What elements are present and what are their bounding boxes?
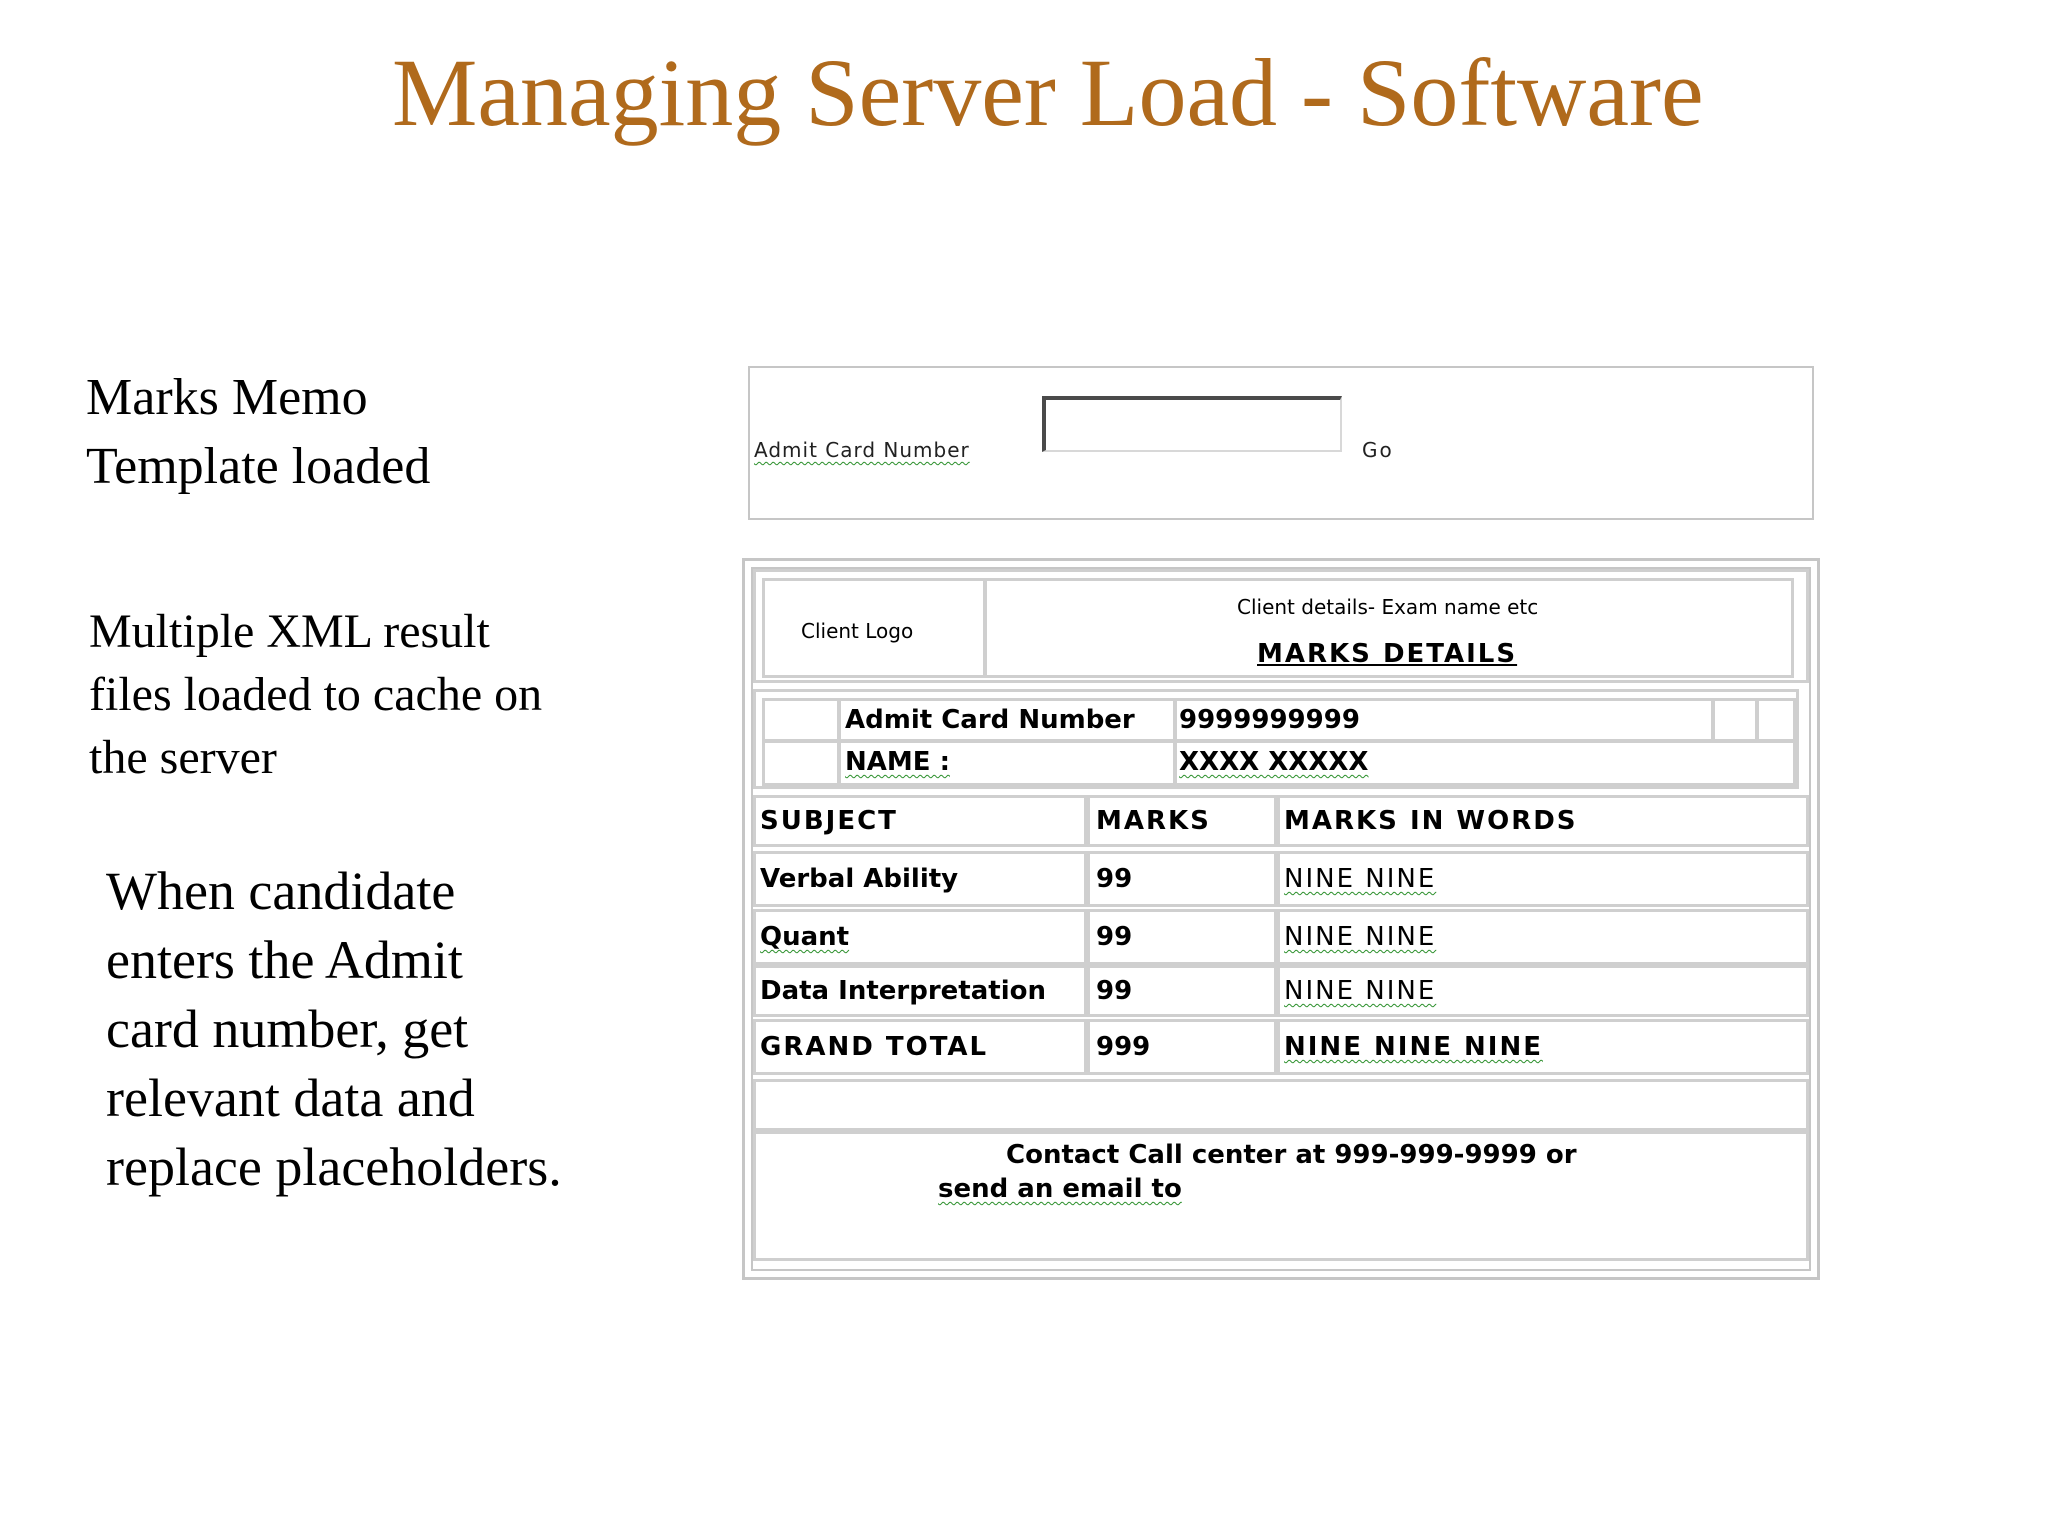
slide-title: Managing Server Load - Software <box>392 39 1704 146</box>
grand-total-marks-cell: 999 <box>1087 1019 1277 1075</box>
marks-memo-frame <box>751 567 1811 1271</box>
grand-total-label-cell: GRAND TOTAL <box>753 1019 1087 1075</box>
bullet-replace-placeholders: When candidate enters the Admit card number, get relevant data and replace placeholders. <box>106 861 562 1197</box>
empty-row <box>753 1079 1809 1131</box>
table-row-marks: 99 <box>1087 965 1277 1017</box>
candidate-info <box>753 689 1799 789</box>
admit-card-number-label: Admit Card Number <box>845 705 1135 735</box>
admit-card-label: Admit Card Number <box>754 438 970 462</box>
table-row-subject: Data Interpretation <box>753 965 1087 1017</box>
client-details-text: Client details- Exam name etc <box>1237 595 1539 619</box>
contact-line-1: Contact Call center at 999-999-9999 or <box>1006 1140 1577 1170</box>
go-button[interactable]: Go <box>1362 438 1394 462</box>
name-label-cell <box>838 740 1176 786</box>
column-header-marks: MARKS <box>1087 795 1277 847</box>
candidate-spacer-cell <box>762 740 840 786</box>
column-header-marks-in-words: MARKS IN WORDS <box>1277 795 1809 847</box>
candidate-spacer-cell <box>1712 698 1758 742</box>
table-row-marks: 99 <box>1087 851 1277 907</box>
client-logo-text: Client Logo <box>801 619 914 643</box>
name-value: XXXX XXXXX <box>1179 747 1369 777</box>
grand-total-words-cell: NINE NINE NINE <box>1277 1019 1809 1075</box>
admit-card-search-form <box>748 366 1814 520</box>
table-row-subject: Quant <box>753 909 1087 965</box>
table-row-marks: 99 <box>1087 909 1277 965</box>
table-row-words: NINE NINE <box>1277 965 1809 1017</box>
admit-card-number-value-cell <box>1174 698 1714 742</box>
contact-line-2: send an email to <box>938 1174 1182 1204</box>
bullet-xml-cache: Multiple XML result files loaded to cache on the server <box>89 605 543 784</box>
admit-card-input[interactable] <box>1042 396 1342 452</box>
bullet-template-loaded: Marks Memo Template loaded <box>86 369 431 495</box>
table-row-words: NINE NINE <box>1277 909 1809 965</box>
client-logo-cell <box>762 578 986 678</box>
client-details-cell <box>984 578 1794 678</box>
contact-footer <box>753 1131 1809 1261</box>
name-label: NAME : <box>845 747 950 777</box>
candidate-spacer-cell <box>1756 698 1796 742</box>
name-value-cell <box>1174 740 1796 786</box>
table-row-subject: Verbal Ability <box>753 851 1087 907</box>
candidate-spacer-cell <box>762 698 840 742</box>
memo-header <box>753 569 1809 683</box>
admit-card-number-value: 9999999999 <box>1179 705 1360 735</box>
marks-memo <box>742 558 1820 1280</box>
admit-card-number-label-cell <box>838 698 1176 742</box>
column-header-subject: SUBJECT <box>753 795 1087 847</box>
marks-details-heading: MARKS DETAILS <box>1257 639 1518 669</box>
table-row-words: NINE NINE <box>1277 851 1809 907</box>
